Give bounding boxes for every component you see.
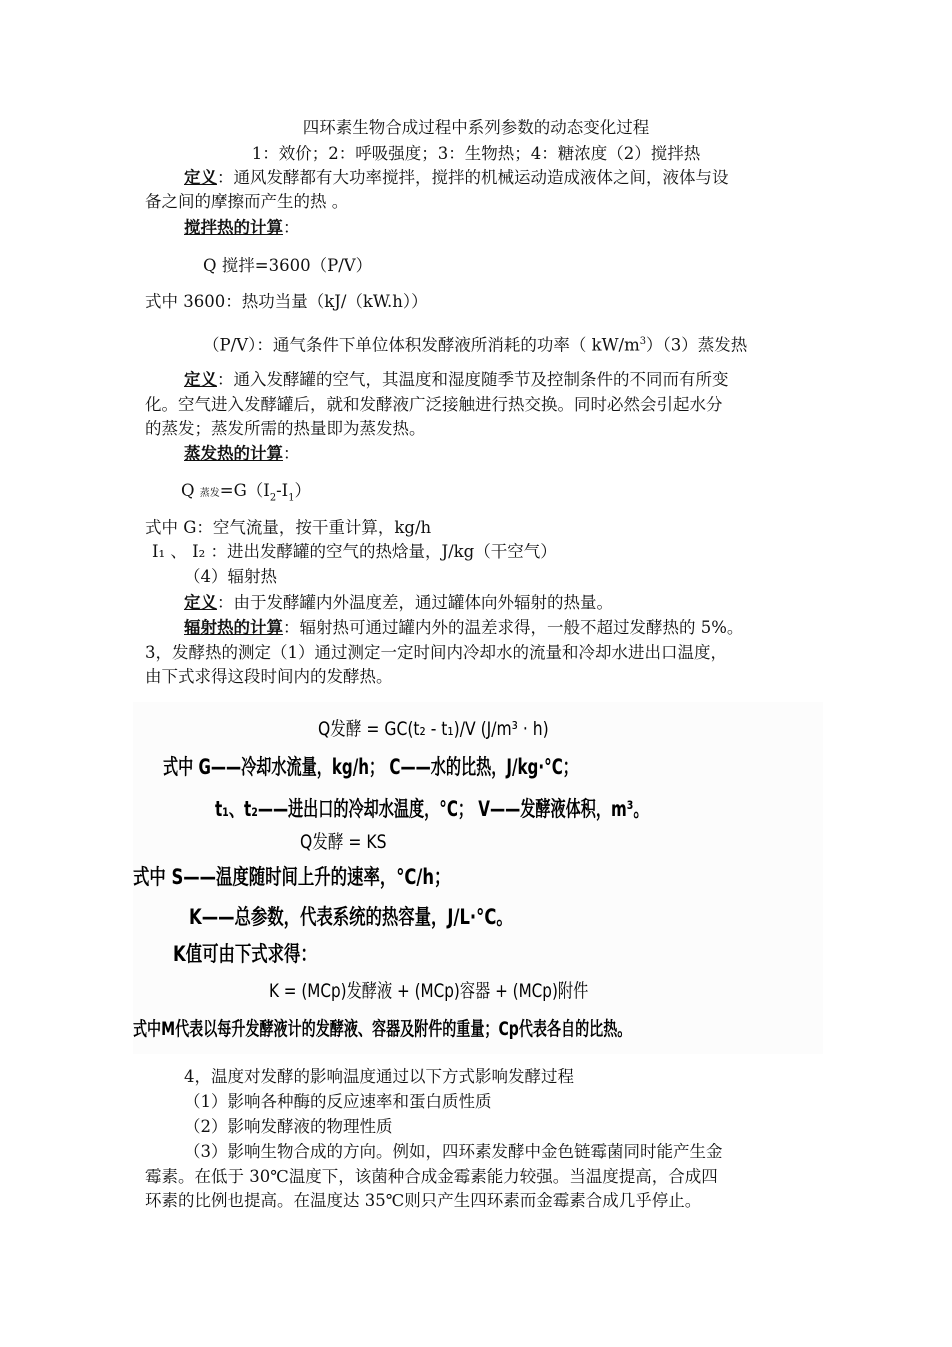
- definition-label: 定义: [184, 168, 217, 187]
- scan-line-6: K——总参数，代表系统的热容量，J/L·°C。: [189, 905, 513, 929]
- radiation-definition: [184, 592, 613, 614]
- stir-where-line-2: [203, 331, 747, 357]
- formula-subscript-1: 1: [288, 492, 295, 504]
- scan-line-5: 式中 S——温度随时间上升的速率，°C/h；: [133, 865, 451, 889]
- colon: ：: [283, 218, 300, 237]
- equation-3: K = (MCp)发酵液 + (MCp)容器 + (MCp)附件: [269, 980, 589, 1002]
- scanned-formula-image: [133, 702, 823, 1054]
- formula-subscript-2: 2: [269, 492, 277, 504]
- calc-label: 搅拌热的计算: [184, 218, 283, 237]
- fermentation-heat-line-1: 3，发酵热的测定（1）通过测定一定时间内冷却水的流量和冷却水进出口温度，: [145, 643, 727, 662]
- evap-where-line-2: I₁ 、 I₂ ：进出发酵罐的空气的热焓量，J/kg（干空气）: [152, 542, 557, 561]
- temperature-item-3-line-3: 环素的比例也提高。在温度达 35℃则只产生四环素而金霉素合成几乎停止。: [145, 1191, 702, 1210]
- definition-label: 定义: [184, 370, 217, 389]
- definition-text: ：由于发酵罐内外温度差，通过罐体向外辐射的热量。: [217, 593, 613, 612]
- formula-part: =G（I: [219, 481, 270, 500]
- formula-part: ）: [294, 481, 311, 500]
- formula-part: -I: [276, 481, 289, 500]
- stir-where-line-1: 式中 3600：热功当量（kJ/（kW.h））: [145, 292, 428, 311]
- temperature-heading: 4，温度对发酵的影响温度通过以下方式影响发酵过程: [184, 1067, 574, 1086]
- scan-line-9: 式中M代表以每升发酵液计的发酵液、容器及附件的重量；Cp代表各自的比热。: [133, 1018, 632, 1040]
- evap-calc-heading: [184, 443, 300, 465]
- scan-line-7: K值可由下式求得：: [173, 942, 317, 966]
- radiation-calc: [184, 617, 743, 639]
- definition-label: 定义: [184, 593, 217, 612]
- equation-2: Q发酵 = KS: [300, 831, 387, 853]
- calc-text: ：辐射热可通过罐内外的温差求得，一般不超过发酵热的 5%。: [283, 618, 744, 637]
- temperature-item-3-line-1: （3）影响生物合成的方向。例如，四环素发酵中金色链霉菌同时能产生金: [184, 1142, 723, 1161]
- evap-formula: [181, 480, 311, 509]
- stir-definition-line-1: [184, 167, 729, 189]
- evap-definition-line-2: 化。空气进入发酵罐后，就和发酵液广泛接触进行热交换。同时必然会引起水分: [145, 395, 723, 414]
- scan-line-2: 式中 G——冷却水流量，kg/h； C——水的比热，J/kg·°C；: [163, 755, 578, 779]
- calc-label: 辐射热的计算: [184, 618, 283, 637]
- formula-q: Q: [181, 481, 195, 500]
- evap-definition-line-3: 的蒸发；蒸发所需的热量即为蒸发热。: [145, 419, 426, 438]
- evap-definition-line-1: [184, 369, 729, 391]
- stir-calc-heading: [184, 217, 300, 239]
- colon: ：: [283, 444, 300, 463]
- equation-1: Q发酵 = GC(t₂ - t₁)/V (J/m³ · h): [318, 718, 549, 740]
- formula-subscript: 蒸发: [199, 488, 220, 499]
- stir-formula: Q 搅拌=3600（P/V）: [203, 256, 373, 275]
- definition-text: ：通风发酵都有大功率搅拌，搅拌的机械运动造成液体之间，液体与设: [217, 168, 729, 187]
- evap-where-line-1: 式中 G：空气流量，按干重计算，kg/h: [145, 518, 432, 537]
- scan-line-3: t₁、t₂——进出口的冷却水温度，°C； V——发酵液体积，m³。: [215, 797, 649, 821]
- subtitle: 1：效价；2：呼吸强度；3：生物热；4：糖浓度（2）搅拌热: [251, 144, 701, 163]
- definition-text: ：通入发酵罐的空气，其温度和湿度随季节及控制条件的不同而有所变: [217, 370, 729, 389]
- where-text: （P/V）：通气条件下单位体积发酵液所消耗的功率（ kW/m: [203, 335, 640, 355]
- temperature-item-3-line-2: 霉素。在低于 30℃温度下，该菌种合成金霉素能力较强。当温度提高，合成四: [145, 1167, 718, 1186]
- fermentation-heat-line-2: 由下式求得这段时间内的发酵热。: [145, 667, 393, 686]
- where-text-end: ）（3）蒸发热: [646, 335, 748, 355]
- superscript: 3: [639, 336, 647, 347]
- temperature-item-1: （1）影响各种酶的反应速率和蛋白质性质: [184, 1092, 492, 1111]
- page-title: 四环素生物合成过程中系列参数的动态变化过程: [302, 118, 650, 137]
- stir-definition-line-2: 备之间的摩擦而产生的热 。: [145, 192, 349, 211]
- radiation-heading: （4）辐射热: [184, 567, 277, 586]
- calc-label: 蒸发热的计算: [184, 444, 283, 463]
- temperature-item-2: （2）影响发酵液的物理性质: [184, 1117, 393, 1136]
